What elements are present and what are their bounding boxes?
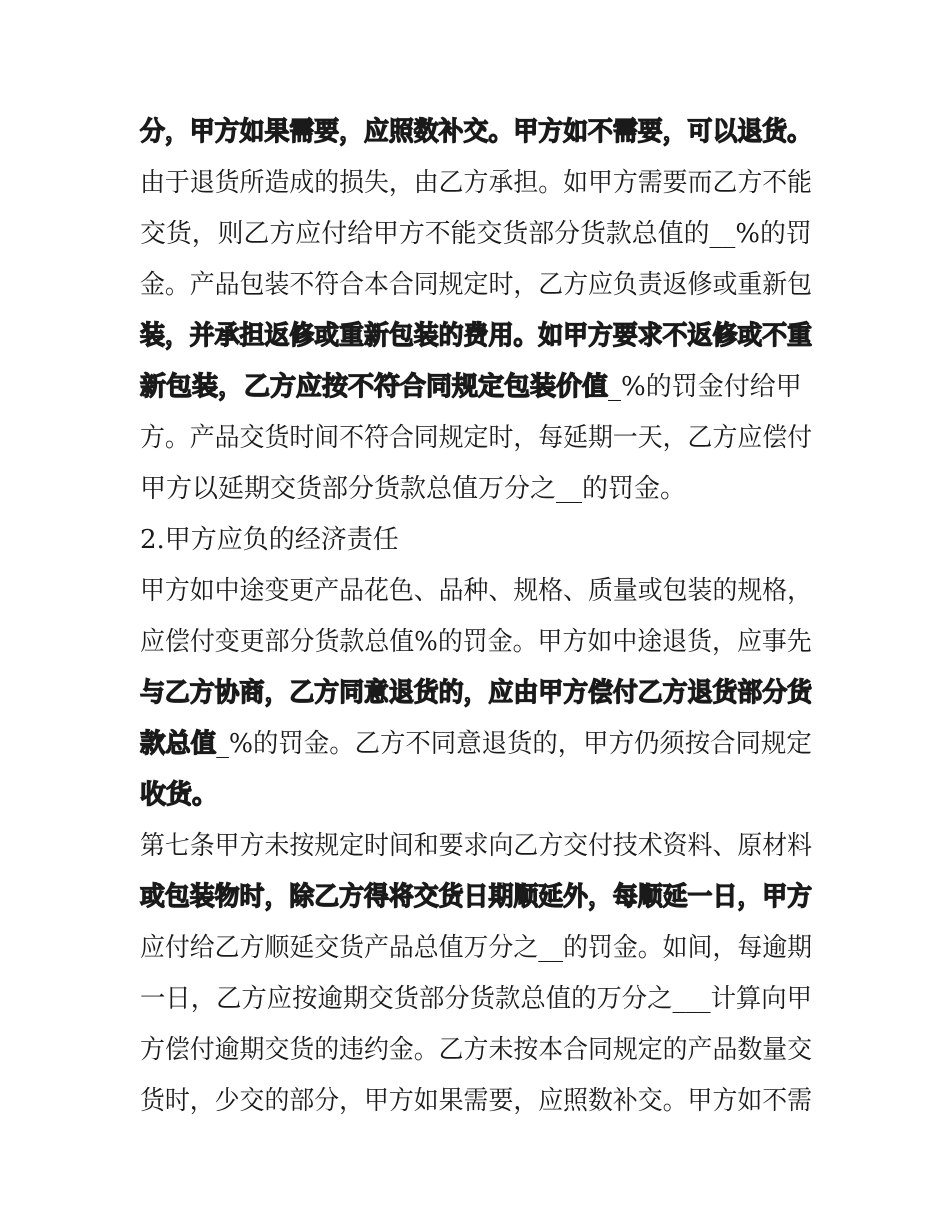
- text-segment: 由于退货所造成的损失，由乙方承担。如甲方需要而乙方不能: [140, 168, 813, 198]
- text-line: [140, 421, 812, 455]
- text-segment: 货时，少交的部分，甲方如果需要，应照数补交。甲方如不需: [140, 1086, 813, 1116]
- text-segment: 2.甲方应负的经济责任: [140, 525, 399, 555]
- text-line: [140, 268, 812, 302]
- text-line: [140, 115, 812, 149]
- text-line: [140, 931, 812, 965]
- text-segment: 甲方如中途变更产品花色、品种、规格、质量或包装的规格，: [140, 576, 813, 606]
- text-segment: 第七条甲方未按规定时间和要求向乙方交付技术资料、原材料: [140, 831, 813, 861]
- text-line: [140, 217, 812, 251]
- text-segment: 或包装物时，除乙方得将交货日期顺延外，每顺延一日，甲方: [140, 882, 813, 912]
- text-line: [140, 982, 812, 1016]
- text-line: [140, 166, 812, 200]
- text-segment: _%的罚金付给甲: [608, 372, 802, 402]
- text-segment: 装，并承担返修或重新包装的费用。如甲方要求不返修或不重: [140, 321, 813, 351]
- text-line: [140, 1084, 812, 1118]
- text-line: [140, 472, 686, 506]
- text-segment: 与乙方协商，乙方同意退货的，应由甲方偿付乙方退货部分货: [140, 678, 813, 708]
- text-segment: 款总值: [140, 729, 217, 759]
- text-segment: _%的罚金。乙方不同意退货的，甲方仍须按合同规定: [216, 729, 812, 759]
- text-segment: 交货，则乙方应付给甲方不能交货部分货款总值的__%的罚: [140, 219, 812, 249]
- text-segment: 分，甲方如果需要，应照数补交。甲方如不需要，可以退货。: [140, 117, 813, 147]
- text-segment: 收货。: [140, 780, 219, 810]
- text-line: [140, 676, 812, 710]
- text-segment: 新包装，乙方应按不符合同规定包装价值: [140, 372, 609, 402]
- text-segment: 甲方以延期交货部分货款总值万分之__的罚金。: [140, 474, 687, 504]
- text-line: [140, 727, 812, 761]
- text-line: [140, 625, 812, 659]
- text-line: [140, 880, 812, 914]
- text-line: [140, 370, 802, 404]
- section-heading: [140, 523, 399, 557]
- text-segment: 方。产品交货时间不符合同规定时，每延期一天，乙方应偿付: [140, 423, 813, 453]
- text-line: [140, 574, 812, 608]
- text-line: [140, 1033, 812, 1067]
- text-segment: 方偿付逾期交货的违约金。乙方未按本合同规定的产品数量交: [140, 1035, 813, 1065]
- text-segment: 一日，乙方应按逾期交货部分货款总值的万分之___计算向甲: [140, 984, 813, 1014]
- text-segment: 金。产品包装不符合本合同规定时，乙方应负责返修或重新包: [140, 270, 813, 300]
- text-line: [140, 778, 218, 812]
- text-line: [140, 829, 812, 863]
- text-segment: 应付给乙方顺延交货产品总值万分之__的罚金。如间，每逾期: [140, 933, 813, 963]
- text-line: [140, 319, 812, 353]
- text-segment: 应偿付变更部分货款总值%的罚金。甲方如中途退货，应事先: [140, 627, 812, 657]
